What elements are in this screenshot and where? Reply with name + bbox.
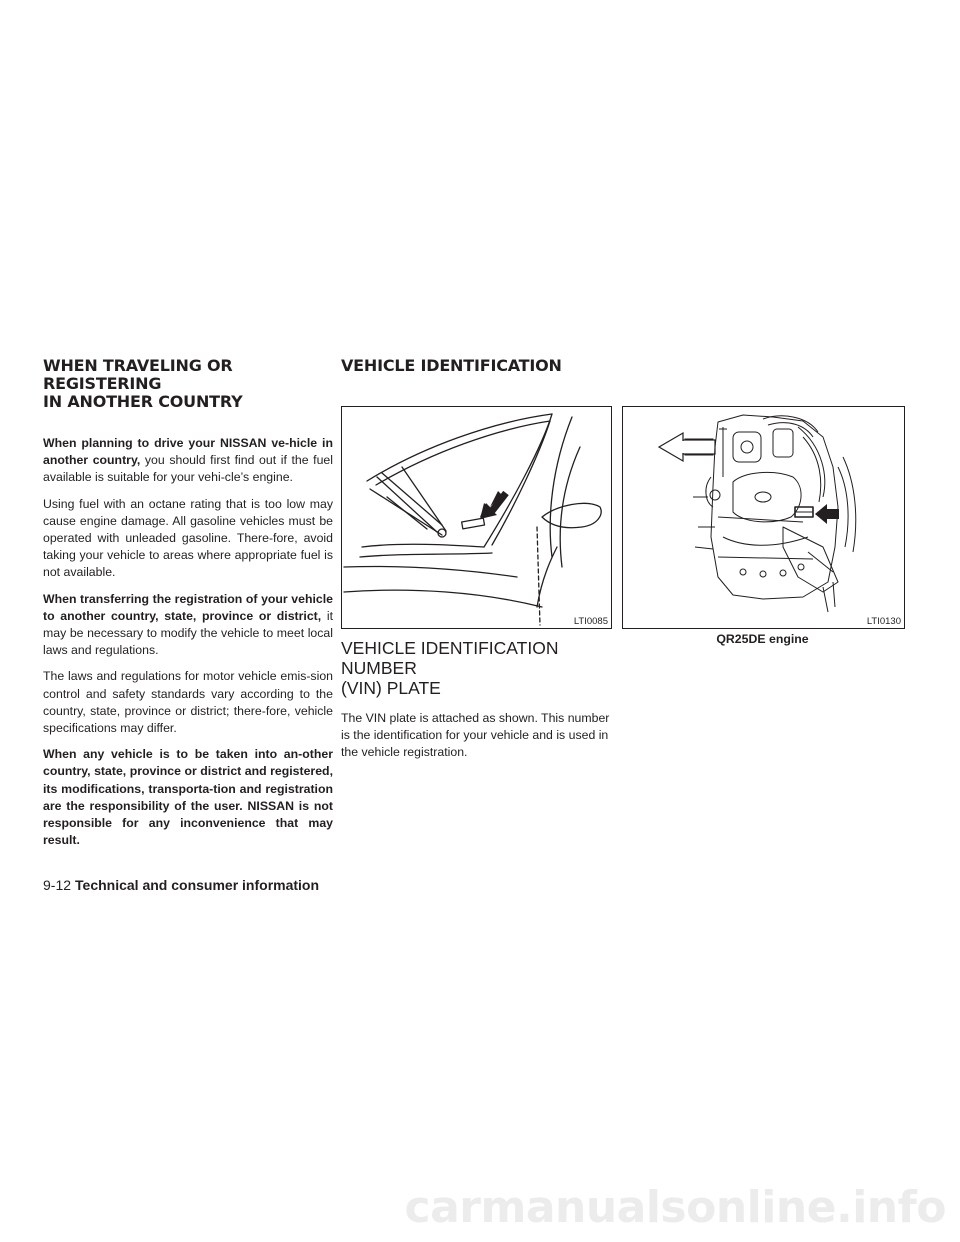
subheading-vin-plate <box>341 638 611 698</box>
engine-illustration <box>623 407 904 628</box>
figure-vin-plate-windshield <box>341 406 612 629</box>
section-title-line1: WHEN TRAVELING OR REGISTERING <box>43 356 233 393</box>
subheading-line1: VEHICLE IDENTIFICATION NUMBER <box>341 638 559 678</box>
paragraph-registration-bold: When transferring the registration of your vehicle to another country, state, province or district, <box>43 591 333 623</box>
page-footer <box>43 877 319 893</box>
watermark-text: carmanualsonline.info <box>404 1181 946 1233</box>
paragraph-fuel <box>43 435 333 487</box>
subheading-line2: (VIN) PLATE <box>341 678 441 698</box>
vin-plate-body <box>341 710 611 762</box>
windshield-illustration <box>342 407 611 628</box>
paragraph-fuel-text: you should first find out if the fuel available is suitable for your vehi-cle’s engine. <box>43 453 333 485</box>
paragraph-laws: The laws and regulations for motor vehicle emis-sion control and safety standards vary according to the country, state, province or district; there-fore, vehicle specifications may differ. <box>43 669 333 736</box>
page-number: 9-12 <box>43 877 72 893</box>
figure-code-lti0130: LTI0130 <box>866 616 901 627</box>
figure-engine-qr25de <box>622 406 905 629</box>
section-title-line2: IN ANOTHER COUNTRY <box>43 392 243 411</box>
watermark <box>0 1172 960 1242</box>
paragraph-registration <box>43 591 333 660</box>
vin-plate-subsection <box>341 638 611 771</box>
paragraph-responsibility <box>43 746 333 849</box>
paragraph-vin-plate: The VIN plate is attached as shown. This number is the identification for your vehicle and is used in the vehicle registration. <box>341 711 610 760</box>
figure-caption-engine: QR25DE engine <box>716 632 809 646</box>
paragraph-octane: Using fuel with an octane rating that is too low may cause engine damage. All gasoline vehicles must be operated with unleaded gasoline. There-fore, avoid taking your vehicle to areas where appropriate fuel is not available. <box>43 496 333 580</box>
paragraph-registration-text: it may be necessary to modify the vehicle to meet local laws and regulations. <box>43 608 333 658</box>
figure-code-lti0085: LTI0085 <box>573 616 608 627</box>
section-title-vehicle-identification: VEHICLE IDENTIFICATION <box>341 356 562 375</box>
section-title-traveling <box>43 357 343 411</box>
paragraph-responsibility-bold: When any vehicle is to be taken into an-other country, state, province or district and registered, its modifications, transporta-tion and registration are the responsibility of the user. NISSAN is not responsible for any inconvenience that may result. <box>43 747 333 848</box>
paragraph-fuel-bold: When planning to drive your NISSAN ve-hicle in another country, <box>43 436 333 468</box>
left-column <box>43 357 333 858</box>
footer-section-name: Technical and consumer information <box>75 877 320 893</box>
traveling-body <box>43 435 333 849</box>
